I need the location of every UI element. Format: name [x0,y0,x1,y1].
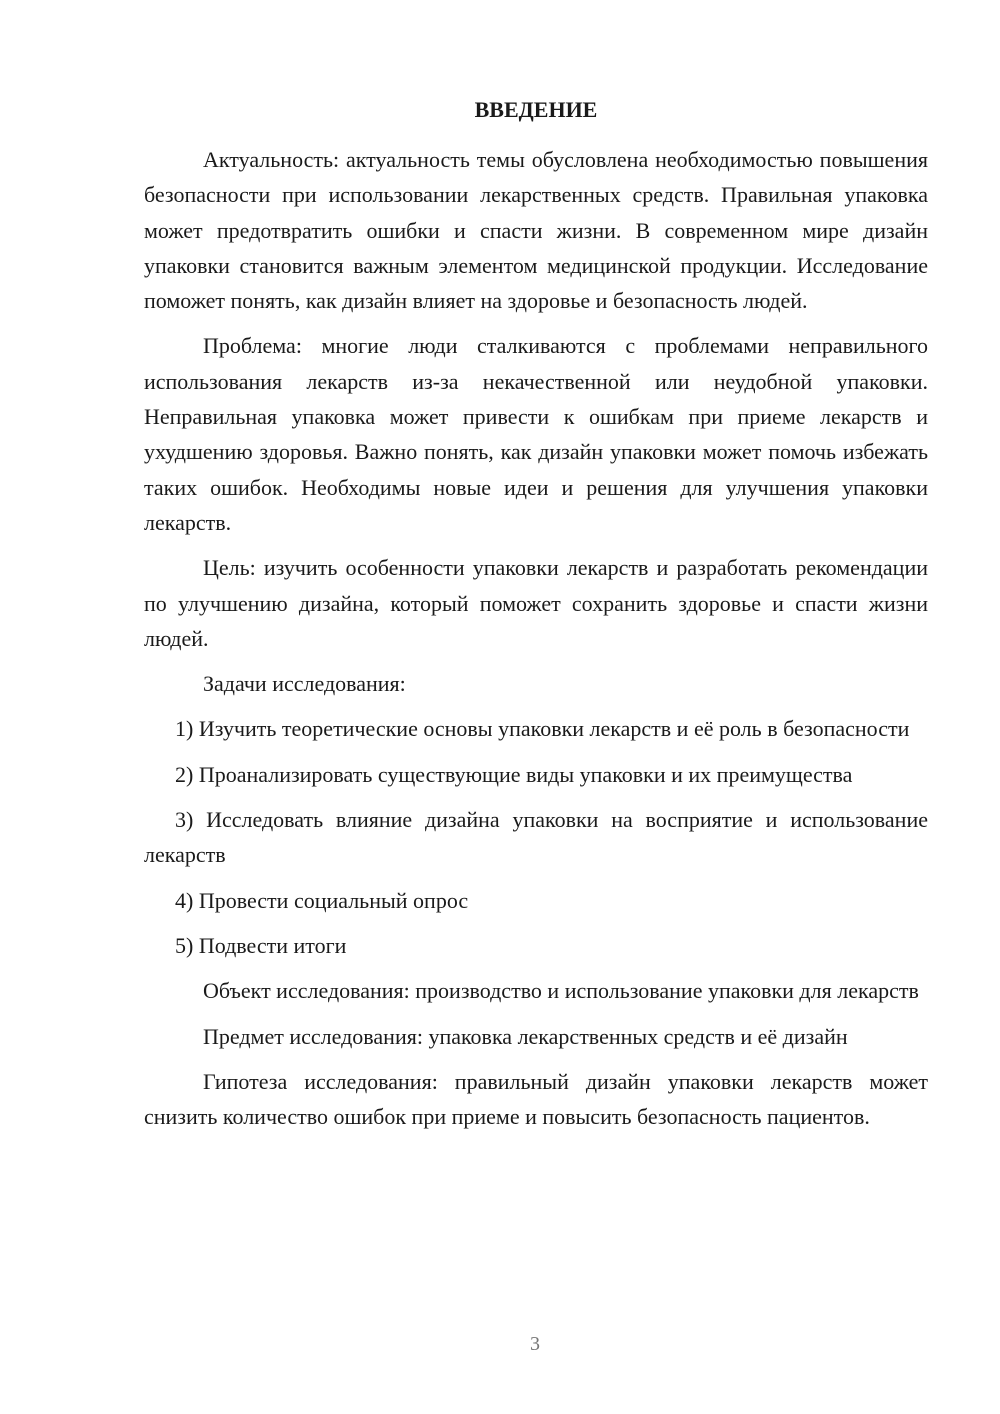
task-item: 3) Исследовать влияние дизайна упаковки на восприятие и использование лекарств [144,807,928,868]
research-subject-paragraph: Предмет исследования: упаковка лекарственных средств и её дизайн [203,1023,848,1049]
task-item: 5) Подвести итоги [175,932,347,958]
research-object-paragraph: Объект исследования: производство и использование упаковки для лекарств [203,978,919,1004]
relevance-paragraph: Актуальность: актуальность темы обусловлена необходимостью повышения безопасности при использовании лекарственных средств. Правильная упаковка может предотвратить ошибки и спасти жизни. В современном мире дизайн упаковки становится важным элементом медицинской продукции. Исследование поможет понять, как дизайн влияет на здоровье и безопасность людей. [144,147,928,314]
page-content [144,92,928,1144]
goal-paragraph: Цель: изучить особенности упаковки лекарств и разработать рекомендации по улучшению дизайна, который поможет сохранить здоровье и спасти жизни людей. [144,555,928,651]
task-item: 2) Проанализировать существующие виды упаковки и их преимущества [175,761,853,787]
tasks-heading: Задачи исследования: [203,671,406,697]
problem-paragraph: Проблема: многие люди сталкиваются с проблемами неправильного использования лекарств из-за некачественной или неудобной упаковки. Неправильная упаковка может привести к ошибкам при приеме лекарств и ухудшению здоровья. Важно понять, как дизайн упаковки может помочь избежать таких ошибок. Необходимы новые идеи и решения для улучшения упаковки лекарств. [144,333,928,535]
hypothesis-paragraph: Гипотеза исследования: правильный дизайн упаковки лекарств может снизить количество ошибок при приеме и повысить безопасность пациентов. [144,1068,928,1130]
page-title: ВВЕДЕНИЕ [474,97,598,122]
task-item: 4) Провести социальный опрос [175,887,469,913]
page-number: 3 [530,1333,540,1355]
task-item: 1) Изучить теоретические основы упаковки лекарств и её роль в безопасности [175,716,910,742]
